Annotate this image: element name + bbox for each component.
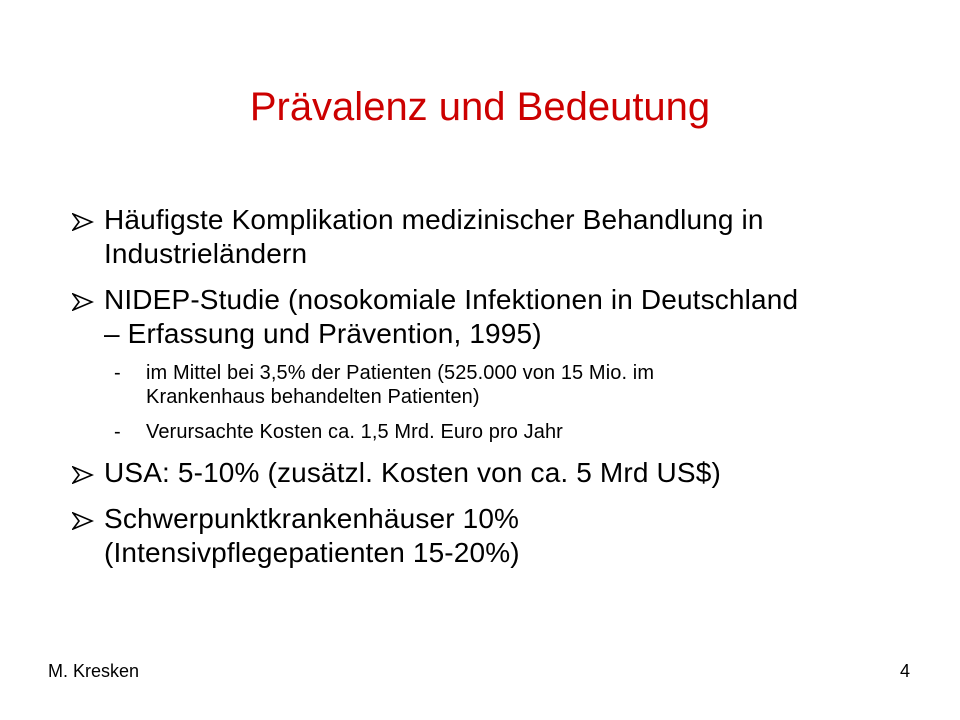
arrow-bullet-icon xyxy=(72,293,94,311)
arrow-bullet-icon xyxy=(72,466,94,484)
arrow-bullet-icon xyxy=(72,213,94,231)
bullet-item xyxy=(72,456,902,490)
sub-bullet-item xyxy=(104,361,902,409)
sub-bullet-text-line: Krankenhaus behandelten Patienten) xyxy=(146,386,480,408)
sub-bullet-list xyxy=(104,361,902,444)
bullet-text-line: – Erfassung und Prävention, 1995) xyxy=(104,318,542,349)
bullet-text-line: (Intensivpflegepatienten 15-20%) xyxy=(104,537,520,568)
bullet-item xyxy=(72,203,902,271)
bullet-item xyxy=(72,502,902,570)
dash-marker: - xyxy=(114,362,121,384)
bullet-text-line: Industrieländern xyxy=(104,238,308,269)
footer-author: M. Kresken xyxy=(48,661,140,681)
page-number: 4 xyxy=(899,661,910,681)
sub-bullet-item xyxy=(104,420,902,444)
slide-title: Prävalenz und Bedeutung xyxy=(249,85,711,129)
bullet-item xyxy=(72,283,902,444)
bullet-text-line: Häufigste Komplikation medizinischer Behandlung in xyxy=(104,204,764,235)
arrow-bullet-icon xyxy=(72,512,94,530)
sub-bullet-text-line: im Mittel bei 3,5% der Patienten (525.000 von 15 Mio. im xyxy=(146,362,655,384)
bullet-text-line: Schwerpunktkrankenhäuser 10% xyxy=(104,503,520,534)
sub-bullet-text-line: Verursachte Kosten ca. 1,5 Mrd. Euro pro Jahr xyxy=(146,421,563,443)
bullet-list xyxy=(72,203,902,582)
dash-marker: - xyxy=(114,421,121,443)
bullet-text-line: USA: 5-10% (zusätzl. Kosten von ca. 5 Mrd US$) xyxy=(104,457,721,488)
bullet-text-line: NIDEP-Studie (nosokomiale Infektionen in Deutschland xyxy=(104,284,799,315)
